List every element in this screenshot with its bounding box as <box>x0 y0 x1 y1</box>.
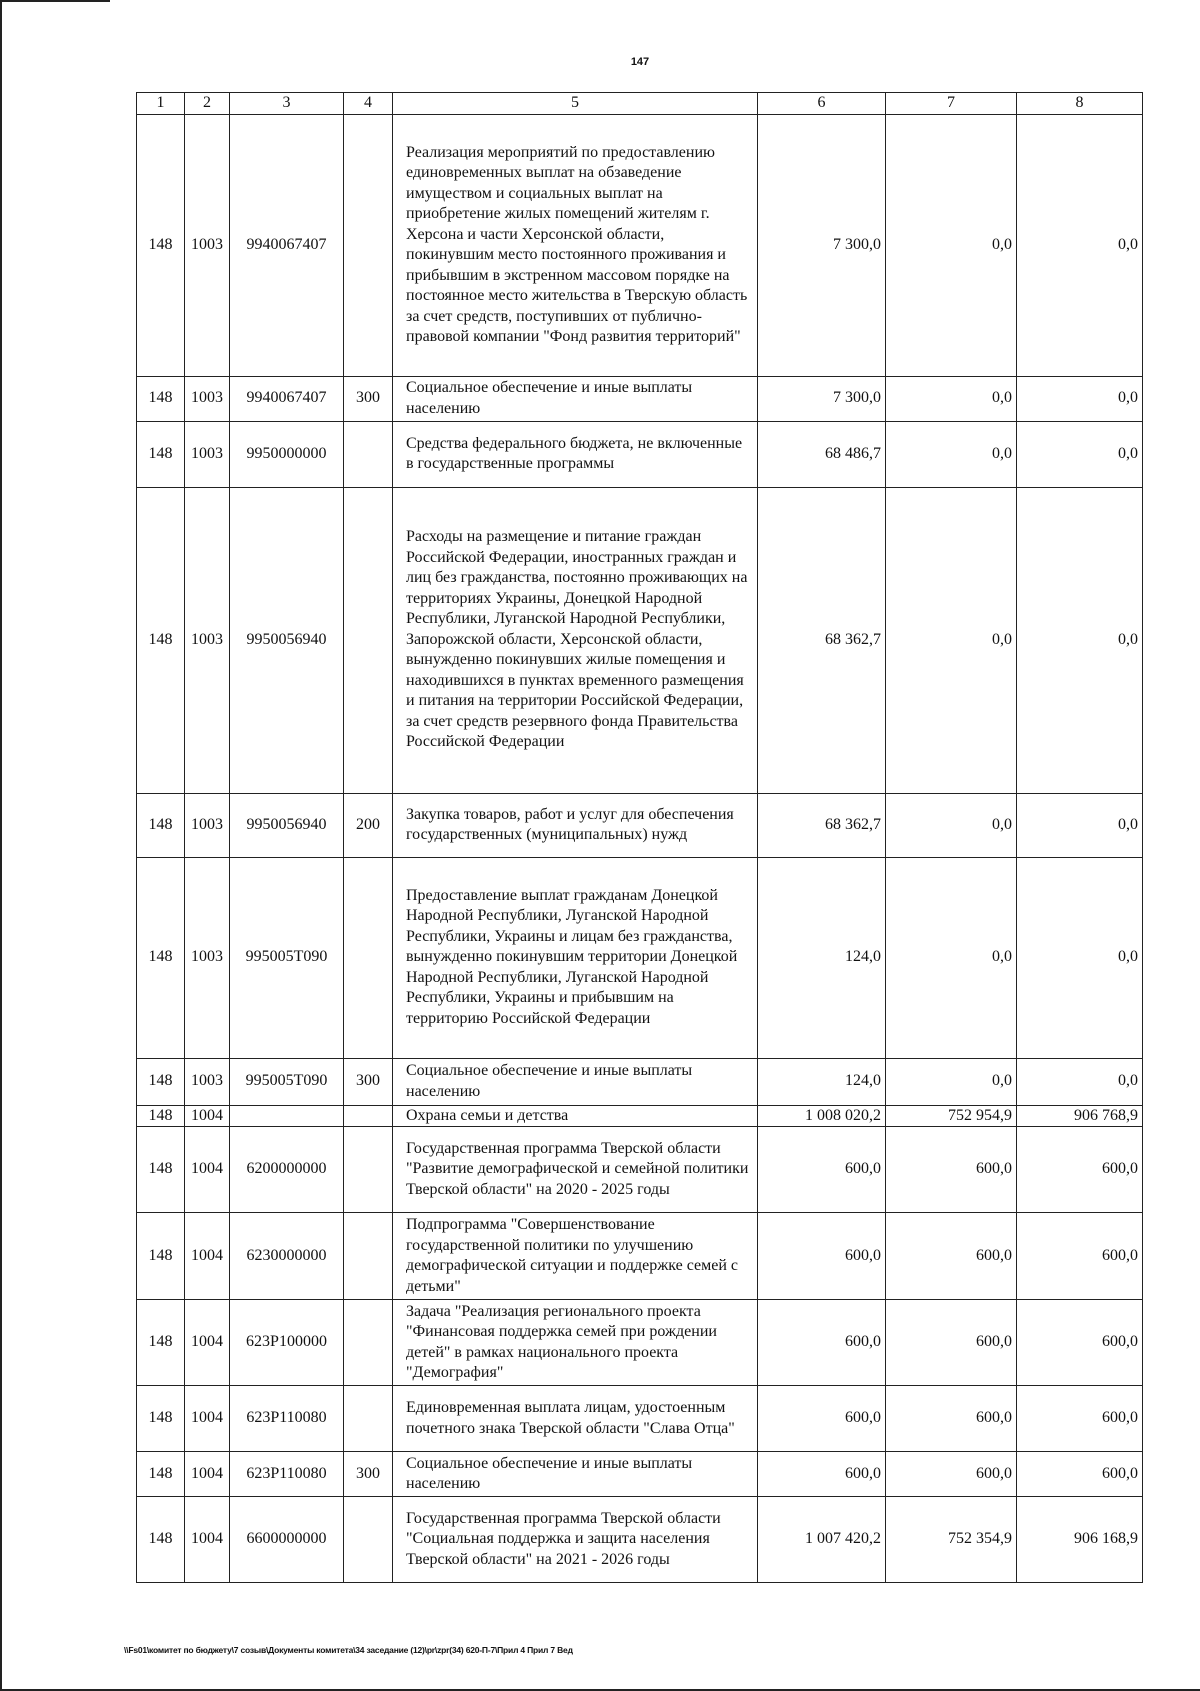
cell-expense-type <box>344 1386 393 1452</box>
cell-amount-1: 1 008 020,2 <box>758 1105 886 1127</box>
cell-target-code: 995005Т090 <box>230 857 344 1058</box>
cell-amount-1: 1 007 420,2 <box>758 1497 886 1583</box>
scan-edge-line <box>0 0 2 1691</box>
page-number: 147 <box>630 56 650 68</box>
cell-amount-1: 7 300,0 <box>758 376 886 421</box>
cell-section: 1003 <box>185 421 230 487</box>
cell-amount-3: 906 768,9 <box>1017 1105 1143 1127</box>
cell-target-code: 623Р110080 <box>230 1386 344 1452</box>
cell-amount-2: 600,0 <box>886 1213 1017 1300</box>
cell-target-code: 623Р110080 <box>230 1452 344 1497</box>
cell-amount-1: 68 486,7 <box>758 421 886 487</box>
file-path-footer: \\Fs01\комитет по бюджету\7 созыв\Документы комитета\34 заседание (12)\pr\zpr(34) 620-П-7\Прил 4 Прил 7 Вед <box>124 1645 573 1655</box>
header-col-4: 4 <box>344 93 393 115</box>
cell-expense-type: 300 <box>344 1452 393 1497</box>
cell-admin: 148 <box>137 1105 185 1127</box>
cell-section: 1004 <box>185 1127 230 1213</box>
cell-expense-type: 200 <box>344 793 393 857</box>
cell-target-code: 623Р100000 <box>230 1300 344 1386</box>
table-row <box>137 1213 1143 1300</box>
cell-description: Социальное обеспечение и иные выплаты населению <box>393 1452 758 1497</box>
header-col-3: 3 <box>230 93 344 115</box>
table-row <box>137 114 1143 376</box>
cell-section: 1003 <box>185 487 230 793</box>
cell-amount-3: 0,0 <box>1017 793 1143 857</box>
cell-amount-3: 906 168,9 <box>1017 1497 1143 1583</box>
cell-admin: 148 <box>137 1213 185 1300</box>
cell-amount-2: 0,0 <box>886 421 1017 487</box>
header-row <box>137 93 1143 115</box>
cell-target-code: 995005Т090 <box>230 1058 344 1105</box>
cell-amount-3: 600,0 <box>1017 1127 1143 1213</box>
cell-amount-2: 0,0 <box>886 114 1017 376</box>
cell-amount-1: 124,0 <box>758 1058 886 1105</box>
cell-section: 1003 <box>185 376 230 421</box>
table-row <box>137 793 1143 857</box>
table-row <box>137 857 1143 1058</box>
scan-edge-line <box>0 1689 1200 1691</box>
cell-description: Единовременная выплата лицам, удостоенным почетного знака Тверской области "Слава Отца" <box>393 1386 758 1452</box>
cell-admin: 148 <box>137 376 185 421</box>
cell-amount-2: 600,0 <box>886 1386 1017 1452</box>
table-row <box>137 1497 1143 1583</box>
cell-target-code: 9940067407 <box>230 376 344 421</box>
header-col-6: 6 <box>758 93 886 115</box>
cell-description: Средства федерального бюджета, не включенные в государственные программы <box>393 421 758 487</box>
table-row <box>137 376 1143 421</box>
cell-amount-2: 752 954,9 <box>886 1105 1017 1127</box>
cell-section: 1004 <box>185 1105 230 1127</box>
cell-target-code: 6230000000 <box>230 1213 344 1300</box>
cell-amount-3: 0,0 <box>1017 1058 1143 1105</box>
cell-amount-1: 600,0 <box>758 1300 886 1386</box>
cell-admin: 148 <box>137 1127 185 1213</box>
cell-amount-3: 0,0 <box>1017 857 1143 1058</box>
cell-admin: 148 <box>137 421 185 487</box>
cell-description: Подпрограмма "Совершенствование государственной политики по улучшению демографической ситуации и поддержке семей с детьми" <box>393 1213 758 1300</box>
cell-description: Предоставление выплат гражданам Донецкой Народной Республики, Луганской Народной Республики, Украины и лицам без гражданства, вынужденно покинувшим территории Донецкой Народной Республики, Луганской Народной Республики, Украины и прибывшим на территорию Российской Федерации <box>393 857 758 1058</box>
cell-amount-3: 0,0 <box>1017 487 1143 793</box>
cell-admin: 148 <box>137 1452 185 1497</box>
cell-expense-type: 300 <box>344 1058 393 1105</box>
cell-section: 1004 <box>185 1497 230 1583</box>
cell-amount-2: 600,0 <box>886 1127 1017 1213</box>
cell-amount-1: 68 362,7 <box>758 487 886 793</box>
cell-expense-type <box>344 1497 393 1583</box>
budget-table <box>136 92 1143 1583</box>
cell-admin: 148 <box>137 857 185 1058</box>
cell-expense-type <box>344 1127 393 1213</box>
cell-amount-1: 600,0 <box>758 1213 886 1300</box>
cell-admin: 148 <box>137 114 185 376</box>
cell-description: Закупка товаров, работ и услуг для обеспечения государственных (муниципальных) нужд <box>393 793 758 857</box>
cell-amount-3: 600,0 <box>1017 1386 1143 1452</box>
table-row <box>137 1127 1143 1213</box>
header-col-7: 7 <box>886 93 1017 115</box>
table-row <box>137 487 1143 793</box>
cell-amount-3: 0,0 <box>1017 376 1143 421</box>
cell-amount-3: 0,0 <box>1017 114 1143 376</box>
cell-admin: 148 <box>137 1058 185 1105</box>
cell-description: Социальное обеспечение и иные выплаты населению <box>393 376 758 421</box>
cell-description: Охрана семьи и детства <box>393 1105 758 1127</box>
cell-description: Реализация мероприятий по предоставлению единовременных выплат на обзаведение имуществом и социальных выплат на приобретение жилых помещений жителям г. Херсона и части Херсонской области, покинувшим место постоянного проживания и прибывшим в экстренном массовом порядке на постоянное место жительства в Тверскую область за счет средств, поступивших от публично-правовой компании "Фонд развития территорий" <box>393 114 758 376</box>
cell-expense-type <box>344 857 393 1058</box>
header-col-5: 5 <box>393 93 758 115</box>
table-row <box>137 1300 1143 1386</box>
cell-amount-1: 600,0 <box>758 1127 886 1213</box>
header-col-2: 2 <box>185 93 230 115</box>
scan-edge-line <box>0 0 110 2</box>
cell-admin: 148 <box>137 1300 185 1386</box>
table-row <box>137 1058 1143 1105</box>
cell-target-code <box>230 1105 344 1127</box>
cell-admin: 148 <box>137 1497 185 1583</box>
cell-expense-type <box>344 421 393 487</box>
cell-amount-1: 124,0 <box>758 857 886 1058</box>
cell-expense-type <box>344 1105 393 1127</box>
cell-admin: 148 <box>137 1386 185 1452</box>
cell-description: Социальное обеспечение и иные выплаты населению <box>393 1058 758 1105</box>
table-row <box>137 421 1143 487</box>
cell-amount-3: 600,0 <box>1017 1300 1143 1386</box>
cell-description: Государственная программа Тверской области "Социальная поддержка и защита населения Тверской области" на 2021 - 2026 годы <box>393 1497 758 1583</box>
cell-amount-2: 0,0 <box>886 793 1017 857</box>
cell-section: 1004 <box>185 1386 230 1452</box>
cell-amount-1: 600,0 <box>758 1452 886 1497</box>
cell-expense-type <box>344 1213 393 1300</box>
cell-admin: 148 <box>137 487 185 793</box>
cell-amount-2: 600,0 <box>886 1452 1017 1497</box>
cell-section: 1003 <box>185 793 230 857</box>
table-row <box>137 1386 1143 1452</box>
cell-amount-2: 600,0 <box>886 1300 1017 1386</box>
cell-amount-2: 752 354,9 <box>886 1497 1017 1583</box>
cell-amount-2: 0,0 <box>886 376 1017 421</box>
table-row <box>137 1105 1143 1127</box>
cell-amount-2: 0,0 <box>886 857 1017 1058</box>
cell-target-code: 6200000000 <box>230 1127 344 1213</box>
cell-section: 1004 <box>185 1300 230 1386</box>
cell-section: 1004 <box>185 1452 230 1497</box>
cell-amount-3: 600,0 <box>1017 1452 1143 1497</box>
cell-amount-2: 0,0 <box>886 1058 1017 1105</box>
cell-amount-3: 600,0 <box>1017 1213 1143 1300</box>
cell-section: 1003 <box>185 857 230 1058</box>
cell-amount-2: 0,0 <box>886 487 1017 793</box>
cell-target-code: 9950056940 <box>230 793 344 857</box>
table-row <box>137 1452 1143 1497</box>
cell-amount-1: 600,0 <box>758 1386 886 1452</box>
cell-target-code: 9950056940 <box>230 487 344 793</box>
cell-target-code: 9940067407 <box>230 114 344 376</box>
cell-expense-type <box>344 1300 393 1386</box>
cell-expense-type <box>344 487 393 793</box>
cell-description: Расходы на размещение и питание граждан Российской Федерации, иностранных граждан и лиц без гражданства, постоянно проживающих на территориях Украины, Донецкой Народной Республики, Луганской Народной Республики, Запорожской области, Херсонской области, вынужденно покинувших жилые помещения и находившихся в пунктах временного размещения и питания на территории Российской Федерации, за счет средств резервного фонда Правительства Российской Федерации <box>393 487 758 793</box>
cell-expense-type: 300 <box>344 376 393 421</box>
cell-target-code: 6600000000 <box>230 1497 344 1583</box>
cell-expense-type <box>344 114 393 376</box>
cell-amount-1: 7 300,0 <box>758 114 886 376</box>
cell-amount-3: 0,0 <box>1017 421 1143 487</box>
cell-admin: 148 <box>137 793 185 857</box>
cell-target-code: 9950000000 <box>230 421 344 487</box>
cell-section: 1004 <box>185 1213 230 1300</box>
cell-section: 1003 <box>185 1058 230 1105</box>
header-col-8: 8 <box>1017 93 1143 115</box>
cell-section: 1003 <box>185 114 230 376</box>
cell-amount-1: 68 362,7 <box>758 793 886 857</box>
cell-description: Задача "Реализация регионального проекта "Финансовая поддержка семей при рождении детей" в рамках национального проекта "Демография" <box>393 1300 758 1386</box>
cell-description: Государственная программа Тверской области "Развитие демографической и семейной политики Тверской области" на 2020 - 2025 годы <box>393 1127 758 1213</box>
header-col-1: 1 <box>137 93 185 115</box>
